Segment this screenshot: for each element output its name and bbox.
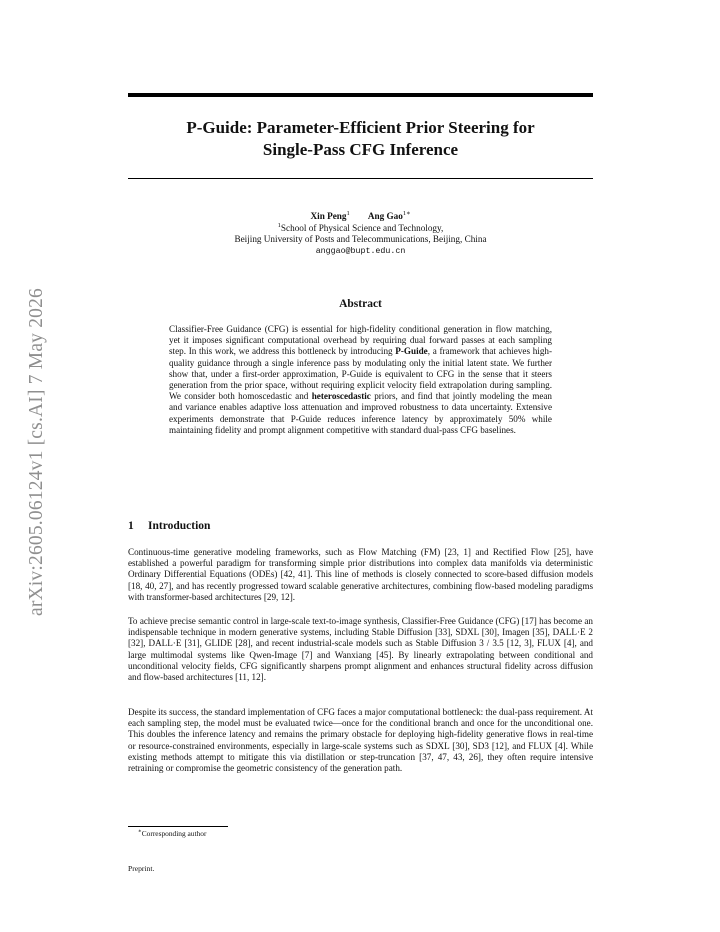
author-1-affil-mark: 1 [346,209,350,217]
footnote-rule [128,826,228,827]
paper-title [128,117,593,161]
affiliation-school: School of Physical Science and Technology, [280,222,444,233]
title-bottom-rule [128,178,593,179]
title-line-1: P-Guide: Parameter-Efficient Prior Steering for [186,118,535,137]
intro-paragraph-3: Despite its success, the standard implementation of CFG faces a major computational bottleneck: the dual-pass requirement. At each sampling step, the model must be evaluated twice—once for the conditional branch and once for the unconditional one. This doubles the inference latency and remains the primary obstacle for deploying high-fidelity generative flows in real-time or resource-constrained environments, especially in large-scale systems such as SDXL [30], SD3 [12], and FLUX [4]. While existing methods attempt to mitigate this via distillation or step-truncation [37, 47, 43, 26], they often require intensive retraining or compromise the geometric consistency of the generation path. [128,707,593,774]
abstract-part-2: , a framework that achieves high-quality guidance through a single inference pass by modulating only the initial latent state. We further show that, under a first-order approximation, P-Guide is equivalent to CFG in the sense that it steers generation from the prior space, without requiring explicit velocity field extrapolation during sampling. We consider both homoscedastic and [169,346,552,402]
section-title: Introduction [148,520,211,532]
abstract-part-1: Classifier-Free Guidance (CFG) is essential for high-fidelity conditional generation in flow matching, yet it imposes significant computational overhead by requiring dual forward passes at each sampling step. In this work, we address this bottleneck by introducing [169,324,552,357]
intro-paragraph-1: Continuous-time generative modeling frameworks, such as Flow Matching (FM) [23, 1] and Rectified Flow [25], have established a powerful paradigm for transforming simple prior distributions into complex data manifolds via deterministic Ordinary Differential Equations (ODEs) [42, 41]. This line of methods is closely connected to score-based diffusion models [18, 40, 27], and has recently progressed toward scalable generative architectures, combining flow-based modeling paradigms with transformer-based architectures [29, 12]. [128,547,593,602]
author-names [128,211,593,223]
author-2-affil-mark: 1∗ [402,209,411,217]
section-number: 1 [128,520,134,532]
arxiv-identifier: arXiv:2605.06124v1 [cs.AI] 7 May 2026 [26,287,47,617]
author-2-name: Ang Gao [367,211,403,221]
intro-paragraph-2: To achieve precise semantic control in large-scale text-to-image synthesis, Classifier-Free Guidance (CFG) [17] has become an indispensable technique in modern generative systems, including Stable Diffusion [33], SDXL [30], Imagen [35], DALL·E 2 [32], DALL·E [31], GLIDE [28], and recent industrial-scale models such as Stable Diffusion 3 / 3.5 [12, 3], FLUX [4], and large multimodal systems like Qwen-Image [7] and Wanxiang [45]. By linearly extrapolating between conditional and unconditional velocity fields, CFG significantly sharpens prompt alignment and enhances structural fidelity across diffusion and flow-based architectures [11, 12]. [128,616,593,683]
abstract-bold-method: P-Guide [395,346,428,357]
footnote-text: Corresponding author [141,829,207,838]
title-line-2: Single-Pass CFG Inference [262,140,459,159]
author-email: anggao@bupt.edu.cn [315,246,406,256]
footnote [138,829,206,838]
affiliation-line-1 [128,223,593,235]
author-1-name: Xin Peng [310,211,347,221]
affiliation-mark: 1 [277,221,281,229]
abstract-text [169,324,552,436]
author-block [128,211,593,257]
arxiv-side-stamp [24,267,50,637]
abstract-part-3: priors, and find that jointly modeling the mean and variance enables adaptive loss attenuation and improved robustness to data uncertainty. Extensive experiments demonstrate that P-Guide reduces inference latency by approximately 50% while maintaining fidelity and prompt alignment competitive with standard dual-pass CFG baselines. [169,391,552,435]
affiliation-line-2: Beijing University of Posts and Telecommunications, Beijing, China [234,234,487,244]
preprint-footer: Preprint. [128,864,155,873]
title-top-rule [128,93,593,97]
abstract-heading: Abstract [339,298,382,310]
section-heading-introduction [128,520,593,532]
abstract-bold-heteroscedastic: heteroscedastic [311,391,371,402]
footnote-marker: ∗ [138,828,142,835]
